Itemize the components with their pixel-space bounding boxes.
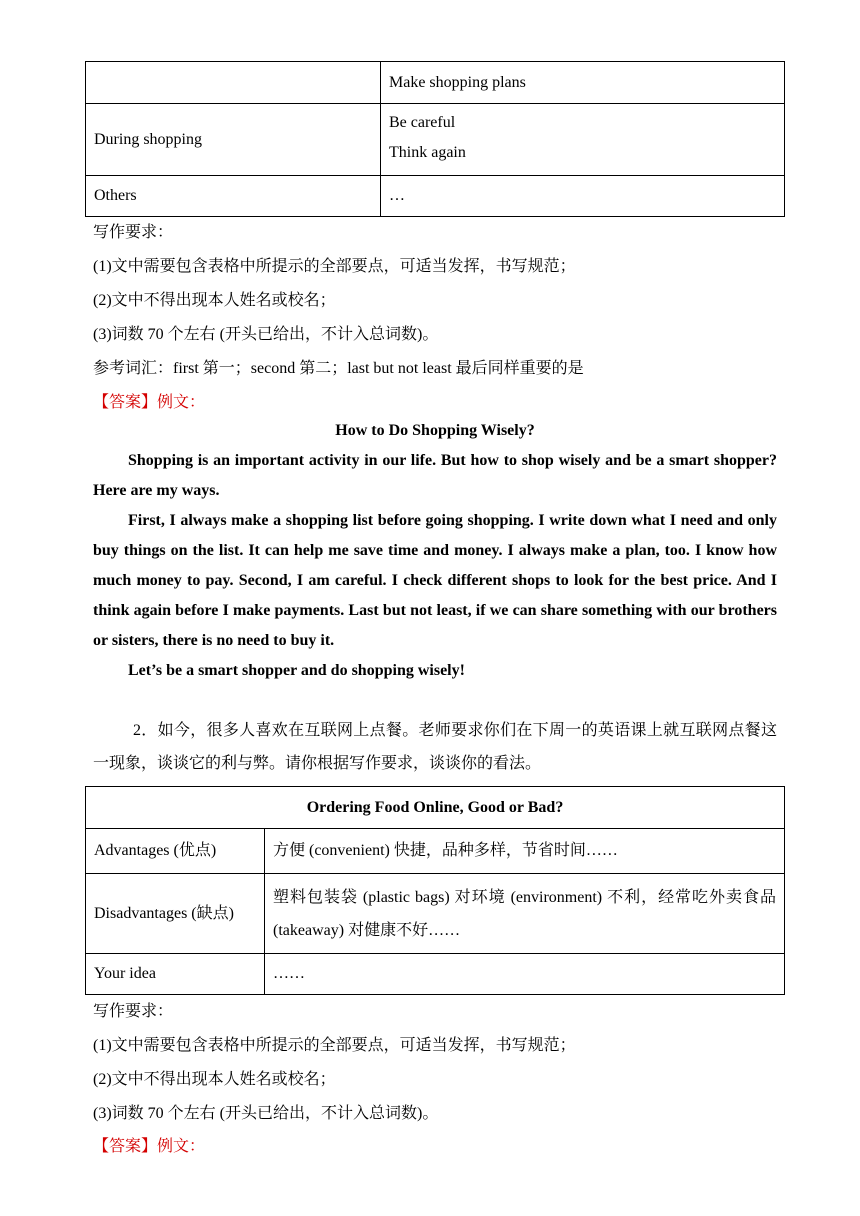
cell-line: Be careful bbox=[389, 114, 456, 131]
table-cell: During shopping bbox=[86, 104, 381, 176]
requirement-item: (1)文中需要包含表格中所提示的全部要点，可适当发挥，书写规范； bbox=[93, 1037, 576, 1054]
requirement-item: (2)文中不得出现本人姓名或校名； bbox=[93, 292, 336, 309]
table-header-row bbox=[86, 787, 785, 829]
ordering-food-table bbox=[85, 786, 785, 995]
essay-body bbox=[93, 446, 777, 686]
table-cell: … bbox=[381, 176, 785, 217]
requirements-title: 写作要求： bbox=[93, 1003, 174, 1020]
table-row bbox=[86, 104, 785, 176]
essay-paragraph: Let’s be a smart shopper and do shopping wisely! bbox=[128, 662, 465, 679]
table-row bbox=[86, 954, 785, 995]
answer-label: 例文： bbox=[157, 1138, 206, 1155]
requirements-title: 写作要求： bbox=[93, 224, 174, 241]
answer-tag: 【答案】 bbox=[93, 1138, 158, 1155]
table-cell: Your idea bbox=[86, 954, 265, 995]
shopping-table bbox=[85, 61, 785, 217]
table-cell: Advantages (优点) bbox=[86, 829, 265, 874]
table-cell: Others bbox=[86, 176, 381, 217]
table-cell bbox=[381, 104, 785, 176]
question-2-prompt: 2．如今，很多人喜欢在互联网上点餐。老师要求你们在下周一的英语课上就互联网点餐这一现象，谈谈它的利与弊。请你根据写作要求，谈谈你的看法。 bbox=[93, 722, 777, 772]
table-cell: …… bbox=[265, 954, 785, 995]
requirement-item: (2)文中不得出现本人姓名或校名； bbox=[93, 1071, 336, 1088]
answer-tag: 【答案】 bbox=[93, 394, 158, 411]
cell-line: Think again bbox=[389, 144, 466, 161]
essay-paragraph: First, I always make a shopping list before going shopping. I write down what I need and only buy things on the list. It can help me save time and money. I always make a plan, too. I know how much money to pay. Second, I am careful. I check different shops to look for the best price. And I think again before I make payments. Last but not least, if we can share something with our brothers or sisters, there is no need to buy it. bbox=[93, 512, 777, 649]
answer-heading bbox=[93, 389, 205, 412]
answer-heading bbox=[93, 1133, 205, 1156]
table-row bbox=[86, 874, 785, 954]
table-title: Ordering Food Online, Good or Bad? bbox=[86, 787, 785, 829]
essay-title: How to Do Shopping Wisely? bbox=[335, 422, 535, 439]
table-row bbox=[86, 829, 785, 874]
requirement-item: (3)词数 70 个左右 (开头已给出，不计入总词数)。 bbox=[93, 1105, 439, 1122]
requirement-item: (1)文中需要包含表格中所提示的全部要点，可适当发挥，书写规范； bbox=[93, 258, 576, 275]
answer-label: 例文： bbox=[157, 394, 206, 411]
essay-paragraph: Shopping is an important activity in our life. But how to shop wisely and be a smart shopper? Here are my ways. bbox=[93, 452, 777, 499]
table-cell bbox=[86, 62, 381, 104]
table-row bbox=[86, 176, 785, 217]
vocabulary-hint: 参考词汇：first 第一；second 第二；last but not least 最后同样重要的是 bbox=[93, 360, 584, 377]
requirement-item: (3)词数 70 个左右 (开头已给出，不计入总词数)。 bbox=[93, 326, 439, 343]
table-row bbox=[86, 62, 785, 104]
table-cell: Disadvantages (缺点) bbox=[86, 874, 265, 954]
table-cell: 方便 (convenient) 快捷，品种多样，节省时间…… bbox=[265, 829, 785, 874]
table-cell: Make shopping plans bbox=[381, 62, 785, 104]
table-cell: 塑料包装袋 (plastic bags) 对环境 (environment) 不利，经常吃外卖食品 (takeaway) 对健康不好…… bbox=[265, 874, 785, 954]
